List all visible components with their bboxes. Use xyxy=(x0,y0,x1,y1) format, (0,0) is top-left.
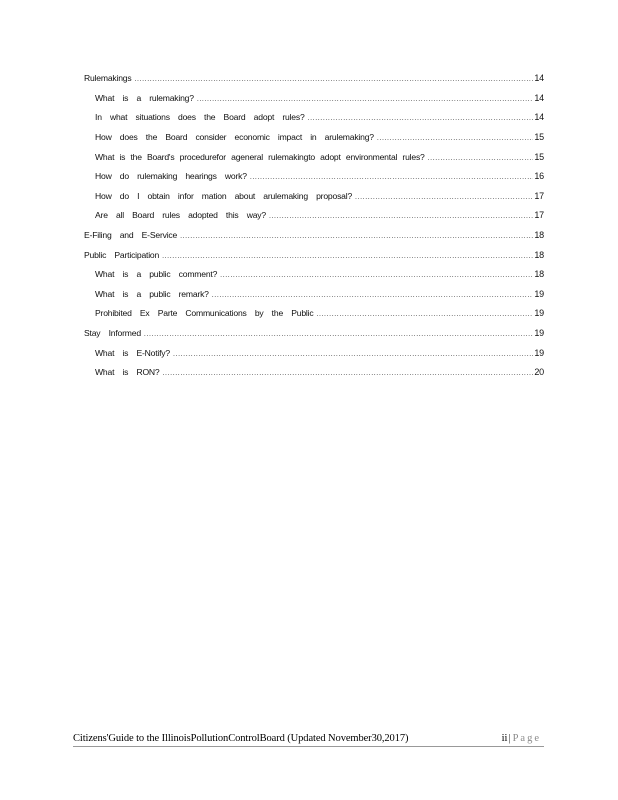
toc-entry[interactable] xyxy=(84,73,544,85)
toc-page-number: 17 xyxy=(534,210,544,220)
dot-leader xyxy=(308,113,534,124)
toc-entry[interactable] xyxy=(95,210,544,222)
dot-leader xyxy=(197,94,534,105)
dot-leader xyxy=(316,309,533,320)
toc-entry[interactable] xyxy=(95,269,544,281)
toc-entry-text: Public Participation xyxy=(84,250,160,260)
dot-leader xyxy=(212,290,534,301)
dot-leader xyxy=(250,172,534,183)
toc-page-number: 14 xyxy=(534,112,544,122)
footer-title: Citizens'Guide to the IllinoisPollutionControlBoard (Updated November30,2017) xyxy=(73,733,409,744)
toc-entry-text: In what situations does the Board adopt rules? xyxy=(95,112,305,122)
toc-page-number: 18 xyxy=(534,269,544,279)
toc-page-number: 19 xyxy=(534,308,544,318)
toc-page-number: 19 xyxy=(534,289,544,299)
toc-entry[interactable] xyxy=(84,328,544,340)
toc-page-number: 18 xyxy=(534,250,544,260)
toc-page-number: 19 xyxy=(534,348,544,358)
toc-entry-text: What is E-Notify? xyxy=(95,348,170,358)
toc-entry[interactable] xyxy=(95,367,544,379)
dot-leader xyxy=(220,270,533,281)
dot-leader xyxy=(269,211,533,222)
toc-page-number: 15 xyxy=(534,152,544,162)
toc-entry[interactable] xyxy=(95,191,544,203)
toc-page-number: 14 xyxy=(534,93,544,103)
dot-leader xyxy=(428,153,534,164)
toc-entry[interactable] xyxy=(95,289,544,301)
toc-page-number: 14 xyxy=(534,73,544,83)
toc-entry[interactable] xyxy=(84,230,544,242)
toc-entry-text: E-Filing and E-Service xyxy=(84,230,178,240)
dot-leader xyxy=(134,74,533,85)
dot-leader xyxy=(144,329,533,340)
toc-entry-text: How do I obtain infor mation about arulemaking proposal? xyxy=(95,191,353,201)
toc-entry-text: What is RON? xyxy=(95,367,160,377)
toc-entry-text: What is a rulemaking? xyxy=(95,93,194,103)
toc-page-number: 20 xyxy=(534,367,544,377)
toc-entry-text: Stay Informed xyxy=(84,328,141,338)
toc-entry-text: How do rulemaking hearings work? xyxy=(95,171,247,181)
toc-entry-text: What is a public comment? xyxy=(95,269,218,279)
dot-leader xyxy=(162,251,533,262)
toc-page-number: 17 xyxy=(534,191,544,201)
toc-page-number: 15 xyxy=(534,132,544,142)
toc-entry-text: What is the Board's procedurefor ageneral rulemakingto adopt environmental rules? xyxy=(95,152,425,162)
toc-page-number: 19 xyxy=(534,328,544,338)
dot-leader xyxy=(163,368,534,379)
toc-entry[interactable] xyxy=(95,112,544,124)
toc-entry-text: Rulemakings xyxy=(84,73,132,83)
toc-page-number: 16 xyxy=(534,171,544,181)
dot-leader xyxy=(377,133,534,144)
footer-separator: | xyxy=(508,733,511,744)
dot-leader xyxy=(173,349,533,360)
dot-leader xyxy=(355,192,533,203)
dot-leader xyxy=(180,231,533,242)
toc-entry[interactable] xyxy=(95,348,544,360)
toc-entry[interactable] xyxy=(95,171,544,183)
footer-page-word: Page xyxy=(512,733,541,744)
toc-entry[interactable] xyxy=(95,152,544,164)
toc-entry-text: Are all Board rules adopted this way? xyxy=(95,210,266,220)
footer-page-label xyxy=(502,733,541,744)
toc-entry-text: How does the Board consider economic impact in arulemaking? xyxy=(95,132,374,142)
toc-entry[interactable] xyxy=(84,250,544,262)
toc-entry[interactable] xyxy=(95,132,544,144)
footer-page-number: ii xyxy=(501,733,508,744)
toc-entry[interactable] xyxy=(95,93,544,105)
toc-entry-text: Prohibited Ex Parte Communications by the Public xyxy=(95,308,314,318)
page-footer xyxy=(73,733,544,747)
toc-page-number: 18 xyxy=(534,230,544,240)
toc-entry-text: What is a public remark? xyxy=(95,289,209,299)
toc-entry[interactable] xyxy=(95,308,544,320)
